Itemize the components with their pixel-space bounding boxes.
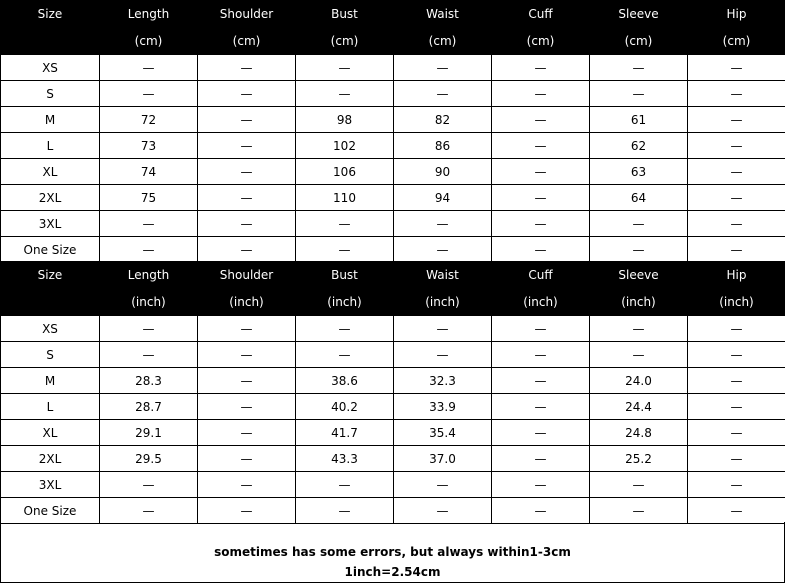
measurement-cell: — — [198, 316, 296, 342]
column-header: Waist — [394, 1, 492, 28]
measurement-cell: — — [492, 81, 590, 107]
column-header: Shoulder — [198, 1, 296, 28]
unit-label: (inch) — [590, 289, 688, 316]
measurement-cell: — — [492, 211, 590, 237]
measurement-cell: — — [492, 133, 590, 159]
measurement-cell: — — [296, 498, 394, 524]
note-conversion: 1inch=2.54cm — [344, 565, 441, 579]
measurement-cell: 62 — [590, 133, 688, 159]
measurement-cell: — — [688, 498, 785, 524]
measurement-cell: — — [394, 55, 492, 81]
measurement-cell: — — [492, 55, 590, 81]
table-row — [1, 211, 785, 237]
measurement-cell: 98 — [296, 107, 394, 133]
size-label: 2XL — [1, 446, 100, 472]
measurement-cell: 29.5 — [100, 446, 198, 472]
measurement-cell: 37.0 — [394, 446, 492, 472]
unit-row — [1, 289, 785, 316]
size-label: XL — [1, 420, 100, 446]
measurement-cell: — — [198, 81, 296, 107]
measurement-cell: — — [492, 316, 590, 342]
measurement-cell: — — [492, 446, 590, 472]
measurement-cell: — — [394, 498, 492, 524]
measurement-cell: — — [492, 159, 590, 185]
unit-label: (cm) — [590, 28, 688, 55]
measurement-cell: — — [100, 316, 198, 342]
measurement-cell: — — [100, 81, 198, 107]
measurement-cell: — — [688, 446, 785, 472]
measurement-cell: — — [394, 316, 492, 342]
measurement-cell: — — [100, 55, 198, 81]
measurement-cell: — — [100, 498, 198, 524]
size-label: M — [1, 107, 100, 133]
measurement-cell: — — [198, 159, 296, 185]
measurement-cell: — — [100, 472, 198, 498]
size-label: One Size — [1, 237, 100, 263]
measurement-cell: — — [590, 81, 688, 107]
measurement-cell: — — [688, 185, 785, 211]
header-row — [1, 1, 785, 28]
column-header: Waist — [394, 262, 492, 289]
measurement-cell: — — [198, 55, 296, 81]
measurement-cell: — — [296, 342, 394, 368]
measurement-cell: — — [590, 472, 688, 498]
column-header: Length — [100, 262, 198, 289]
column-header: Cuff — [492, 1, 590, 28]
measurement-cell: — — [394, 237, 492, 263]
measurement-cell: — — [198, 472, 296, 498]
measurement-cell: — — [198, 342, 296, 368]
unit-label: (inch) — [394, 289, 492, 316]
measurement-cell: — — [100, 211, 198, 237]
measurement-cell: — — [590, 342, 688, 368]
column-header: Bust — [296, 1, 394, 28]
measurement-cell: — — [688, 159, 785, 185]
measurement-cell: 75 — [100, 185, 198, 211]
measurement-cell: — — [198, 368, 296, 394]
size-label: 2XL — [1, 185, 100, 211]
measurement-cell: 106 — [296, 159, 394, 185]
measurement-cell: 73 — [100, 133, 198, 159]
measurement-cell: — — [296, 55, 394, 81]
measurement-cell: — — [688, 55, 785, 81]
column-header: Sleeve — [590, 1, 688, 28]
measurement-cell: — — [394, 211, 492, 237]
measurement-cell: — — [198, 107, 296, 133]
size-note — [0, 522, 785, 583]
measurement-cell: — — [688, 81, 785, 107]
table-row — [1, 159, 785, 185]
unit-label: (inch) — [198, 289, 296, 316]
measurement-cell: — — [492, 498, 590, 524]
measurement-cell: 110 — [296, 185, 394, 211]
table-row — [1, 472, 785, 498]
unit-label: (cm) — [394, 28, 492, 55]
measurement-cell: 63 — [590, 159, 688, 185]
size-label: S — [1, 342, 100, 368]
measurement-cell: — — [198, 420, 296, 446]
measurement-cell: 24.4 — [590, 394, 688, 420]
column-header: Length — [100, 1, 198, 28]
unit-label: (cm) — [198, 28, 296, 55]
measurement-cell: 61 — [590, 107, 688, 133]
size-label: L — [1, 394, 100, 420]
measurement-cell: — — [394, 81, 492, 107]
measurement-cell: — — [394, 472, 492, 498]
measurement-cell: — — [590, 55, 688, 81]
table-row — [1, 316, 785, 342]
measurement-cell: 64 — [590, 185, 688, 211]
measurement-cell: — — [688, 316, 785, 342]
size-table-cm — [0, 0, 785, 263]
measurement-cell: 102 — [296, 133, 394, 159]
measurement-cell: 86 — [394, 133, 492, 159]
measurement-cell: — — [590, 316, 688, 342]
unit-label: (cm) — [688, 28, 785, 55]
measurement-cell: 94 — [394, 185, 492, 211]
unit-label: (inch) — [100, 289, 198, 316]
measurement-cell: — — [688, 394, 785, 420]
measurement-cell: — — [198, 446, 296, 472]
column-header: Cuff — [492, 262, 590, 289]
measurement-cell: — — [492, 237, 590, 263]
measurement-cell: — — [296, 237, 394, 263]
measurement-cell: — — [590, 211, 688, 237]
size-label: S — [1, 81, 100, 107]
size-label: XS — [1, 55, 100, 81]
table-row — [1, 81, 785, 107]
table-row — [1, 237, 785, 263]
size-label: XS — [1, 316, 100, 342]
size-label: M — [1, 368, 100, 394]
measurement-cell: 24.8 — [590, 420, 688, 446]
measurement-cell: — — [492, 107, 590, 133]
measurement-cell: 35.4 — [394, 420, 492, 446]
measurement-cell: — — [492, 342, 590, 368]
measurement-cell: 82 — [394, 107, 492, 133]
column-header: Size — [1, 262, 100, 289]
measurement-cell: 74 — [100, 159, 198, 185]
measurement-cell: — — [590, 237, 688, 263]
unit-label — [1, 28, 100, 55]
unit-label: (cm) — [492, 28, 590, 55]
measurement-cell: 43.3 — [296, 446, 394, 472]
measurement-cell: — — [100, 237, 198, 263]
measurement-cell: — — [198, 185, 296, 211]
measurement-cell: — — [296, 472, 394, 498]
column-header: Shoulder — [198, 262, 296, 289]
table-row — [1, 498, 785, 524]
measurement-cell: — — [198, 133, 296, 159]
size-table-inch — [0, 261, 785, 524]
measurement-cell: 41.7 — [296, 420, 394, 446]
measurement-cell: — — [198, 498, 296, 524]
measurement-cell: — — [688, 237, 785, 263]
measurement-cell: — — [688, 420, 785, 446]
measurement-cell: — — [688, 133, 785, 159]
measurement-cell: 90 — [394, 159, 492, 185]
measurement-cell: 25.2 — [590, 446, 688, 472]
column-header: Sleeve — [590, 262, 688, 289]
column-header: Size — [1, 1, 100, 28]
measurement-cell: — — [688, 342, 785, 368]
table-row — [1, 420, 785, 446]
unit-label — [1, 289, 100, 316]
size-label: L — [1, 133, 100, 159]
unit-label: (cm) — [100, 28, 198, 55]
measurement-cell: 38.6 — [296, 368, 394, 394]
measurement-cell: — — [492, 420, 590, 446]
measurement-cell: — — [688, 368, 785, 394]
table-row — [1, 133, 785, 159]
unit-label: (inch) — [296, 289, 394, 316]
measurement-cell: — — [296, 211, 394, 237]
measurement-cell: 29.1 — [100, 420, 198, 446]
header-row — [1, 262, 785, 289]
unit-row — [1, 28, 785, 55]
measurement-cell: 40.2 — [296, 394, 394, 420]
unit-label: (cm) — [296, 28, 394, 55]
measurement-cell: 24.0 — [590, 368, 688, 394]
measurement-cell: — — [100, 342, 198, 368]
unit-label: (inch) — [492, 289, 590, 316]
column-header: Bust — [296, 262, 394, 289]
table-row — [1, 394, 785, 420]
table-row — [1, 185, 785, 211]
measurement-cell: — — [688, 107, 785, 133]
measurement-cell: — — [688, 472, 785, 498]
measurement-cell: — — [394, 342, 492, 368]
measurement-cell: — — [296, 316, 394, 342]
size-label: 3XL — [1, 211, 100, 237]
table-row — [1, 446, 785, 472]
measurement-cell: — — [198, 211, 296, 237]
measurement-cell: 28.7 — [100, 394, 198, 420]
size-label: 3XL — [1, 472, 100, 498]
measurement-cell: 28.3 — [100, 368, 198, 394]
column-header: Hip — [688, 262, 785, 289]
measurement-cell: — — [198, 237, 296, 263]
measurement-cell: — — [688, 211, 785, 237]
measurement-cell: — — [198, 394, 296, 420]
measurement-cell: 32.3 — [394, 368, 492, 394]
table-row — [1, 107, 785, 133]
measurement-cell: — — [492, 394, 590, 420]
size-label: XL — [1, 159, 100, 185]
column-header: Hip — [688, 1, 785, 28]
table-row — [1, 342, 785, 368]
note-error-tolerance: sometimes has some errors, but always within1-3cm — [214, 545, 571, 559]
measurement-cell: 33.9 — [394, 394, 492, 420]
table-row — [1, 368, 785, 394]
measurement-cell: — — [492, 368, 590, 394]
measurement-cell: — — [296, 81, 394, 107]
measurement-cell: — — [492, 472, 590, 498]
table-row — [1, 55, 785, 81]
measurement-cell: — — [590, 498, 688, 524]
unit-label: (inch) — [688, 289, 785, 316]
measurement-cell: 72 — [100, 107, 198, 133]
size-label: One Size — [1, 498, 100, 524]
measurement-cell: — — [492, 185, 590, 211]
